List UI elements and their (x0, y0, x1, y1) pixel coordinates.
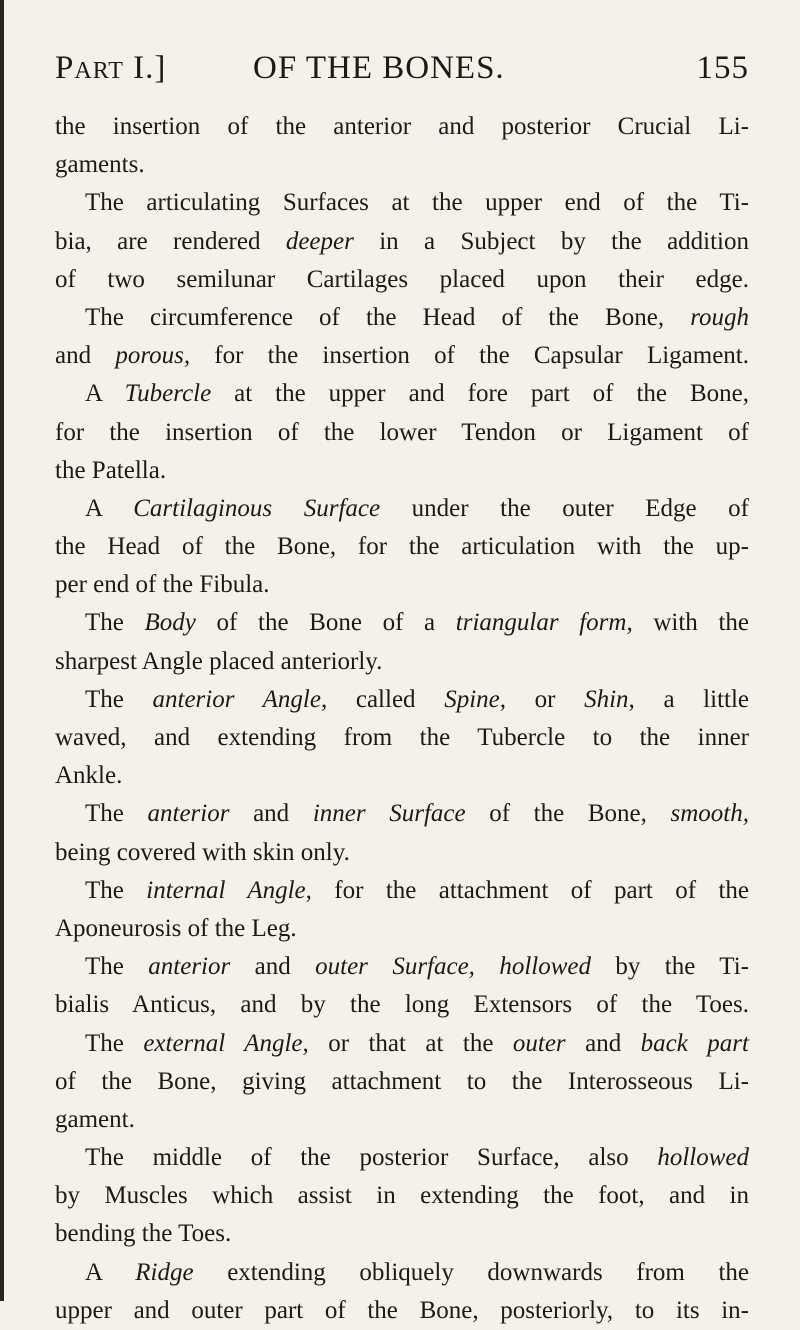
text-line: The anterior and inner Surface of the Bone, smooth, (85, 800, 749, 828)
text-line: The articulating Surfaces at the upper end of the Ti- (85, 189, 749, 217)
text-line: for the insertion of the lower Tendon or Ligament of (55, 418, 749, 446)
text-line: Ankle. (55, 762, 123, 790)
text-line: The middle of the posterior Surface, also hollowed (85, 1144, 749, 1172)
text-line: the Head of the Bone, for the articulation with the up- (55, 533, 749, 561)
text-line: The internal Angle, for the attachment of part of the (85, 876, 749, 904)
text-line: gaments. (55, 151, 145, 179)
text-line: sharpest Angle placed anteriorly. (55, 647, 383, 675)
text-line: upper and outer part of the Bone, posteriorly, to its in- (55, 1296, 749, 1324)
part-label: PART I.] (55, 50, 167, 86)
text-line: Aponeurosis of the Leg. (55, 914, 297, 942)
running-title: OF THE BONES. (253, 50, 505, 86)
text-line: by Muscles which assist in extending the foot, and in (55, 1182, 749, 1210)
text-line: bia, are rendered deeper in a Subject by the addition (55, 227, 750, 255)
text-line: waved, and extending from the Tubercle to the inner (55, 724, 749, 751)
text-line: The anterior Angle, called Spine, or Shin, a little (85, 685, 749, 713)
text-line: and porous, for the insertion of the Capsular Ligament. (55, 342, 749, 370)
text-line: bending the Toes. (55, 1220, 232, 1248)
text-line: being covered with skin only. (55, 838, 350, 866)
text-line: of two semilunar Cartilages placed upon their edge. (55, 265, 749, 293)
text-line: A Ridge extending obliquely downwards from the (85, 1258, 749, 1286)
text-line: The anterior and outer Surface, hollowed by the Ti- (85, 953, 749, 981)
running-header (55, 50, 749, 96)
text-line: The circumference of the Head of the Bone, rough (85, 303, 749, 331)
text-line: the insertion of the anterior and posterior Crucial Li- (55, 113, 749, 140)
text-line: The external Angle, or that at the outer and back part (85, 1029, 749, 1057)
body-text (55, 108, 749, 1330)
page-edge-shadow (0, 0, 4, 1301)
text-line: per end of the Fibula. (55, 571, 270, 599)
page-number: 155 (696, 50, 749, 86)
text-line: A Tubercle at the upper and fore part of the Bone, (85, 380, 749, 408)
text-line: A Cartilaginous Surface under the outer Edge of (85, 494, 749, 522)
text-line: of the Bone, giving attachment to the Interosseous Li- (55, 1067, 749, 1095)
text-line: the Patella. (55, 456, 167, 484)
text-line: bialis Anticus, and by the long Extensors of the Toes. (55, 991, 749, 1019)
text-line: gament. (55, 1105, 135, 1133)
text-line: The Body of the Bone of a triangular form, with the (85, 609, 749, 637)
